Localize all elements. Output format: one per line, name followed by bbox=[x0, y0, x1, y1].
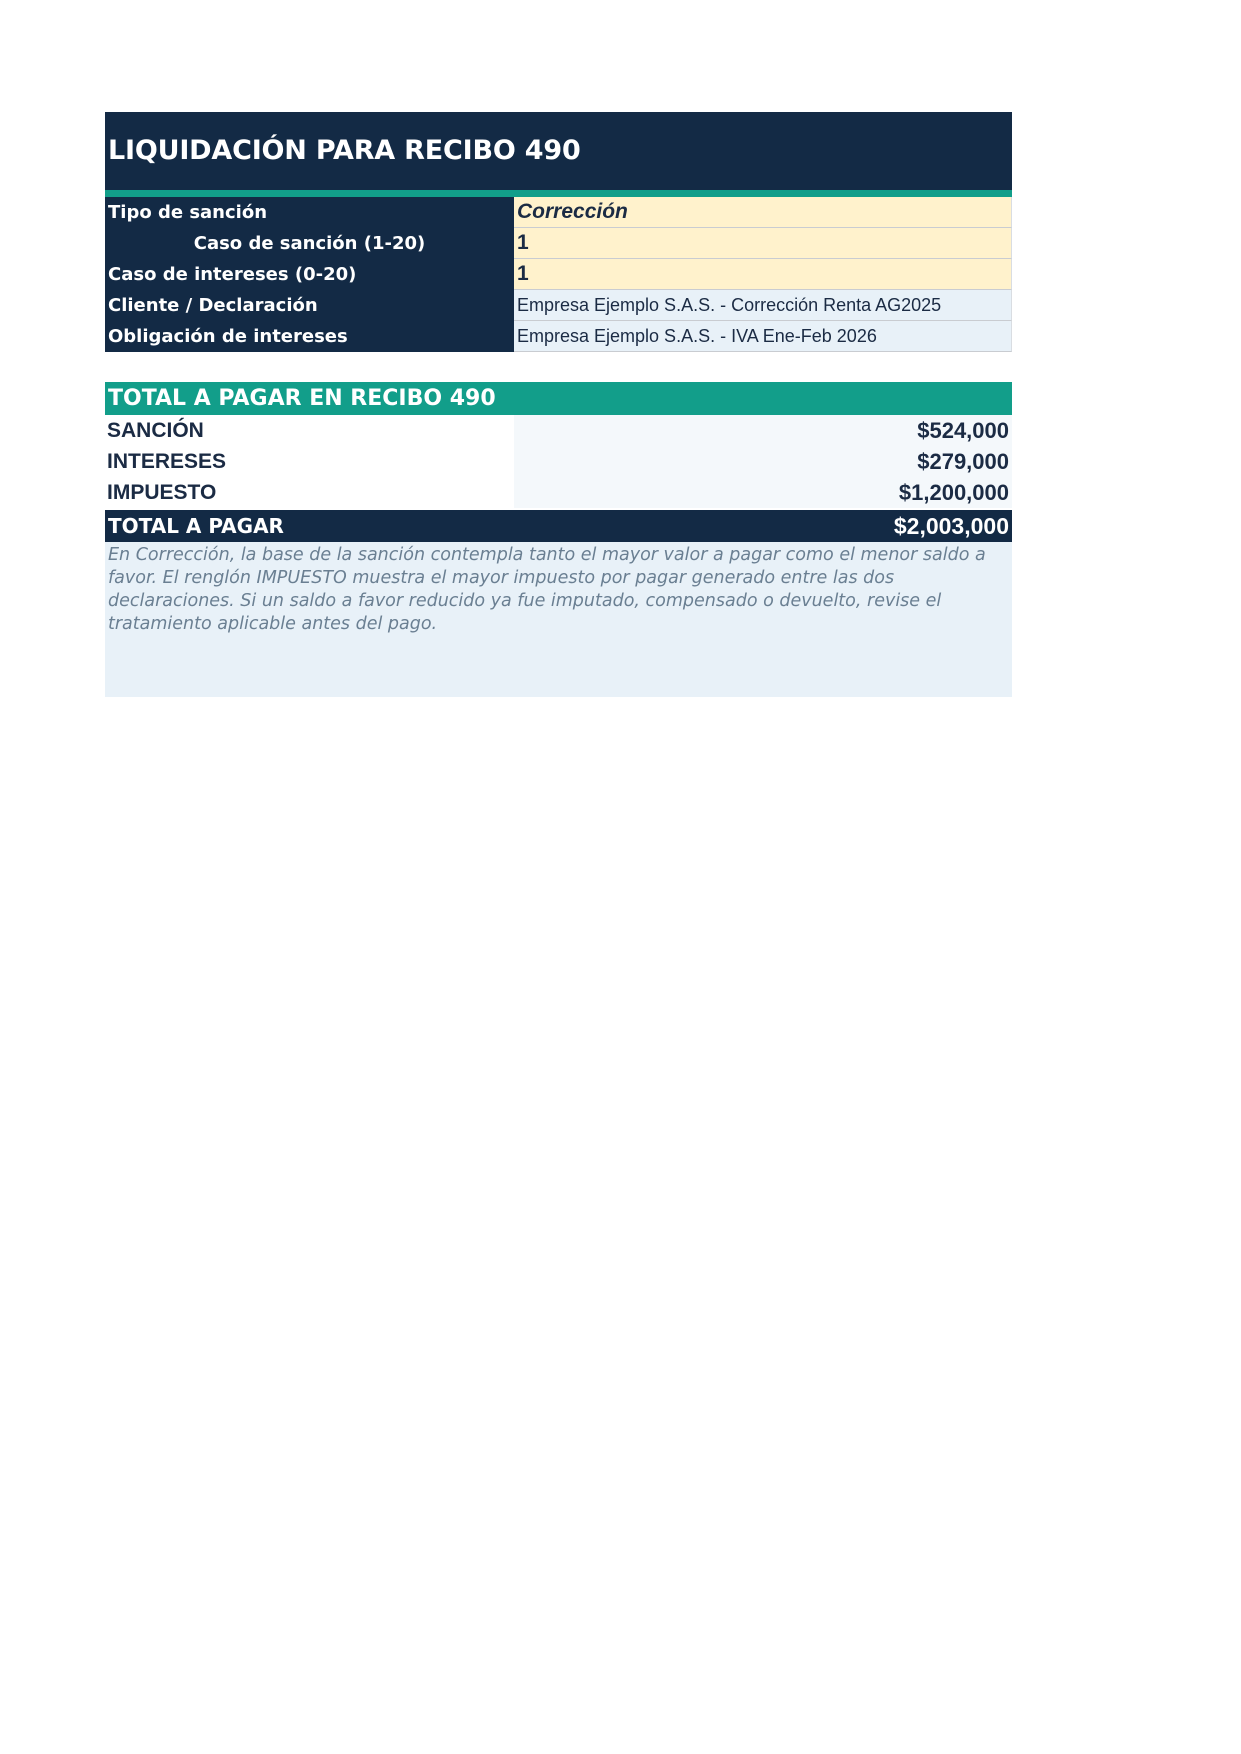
summary-amount: $1,200,000 bbox=[514, 477, 1012, 508]
sanction-type-input[interactable]: Corrección bbox=[514, 197, 1012, 228]
param-row-interest-case bbox=[105, 259, 1012, 290]
title-accent-divider bbox=[105, 190, 1012, 197]
interest-case-input[interactable]: 1 bbox=[514, 259, 1012, 290]
param-label: Caso de intereses (0-20) bbox=[105, 259, 514, 290]
param-row-sanction-case bbox=[105, 228, 1012, 259]
explanatory-note: En Corrección, la base de la sanción contempla tanto el mayor valor a pagar como el menor saldo a favor. El renglón IMPUESTO muestra el mayor impuesto por pagar generado entre las dos declaraciones. Si un saldo a favor reducido ya fue imputado, compensado o devuelto, revise el tratamiento aplicable antes del pago. bbox=[105, 542, 1012, 697]
param-row-sanction-type bbox=[105, 197, 1012, 228]
summary-heading: TOTAL A PAGAR EN RECIBO 490 bbox=[105, 382, 1012, 415]
param-label: Caso de sanción (1-20) bbox=[105, 228, 514, 259]
summary-amount: $279,000 bbox=[514, 446, 1012, 477]
summary-row-interest bbox=[105, 446, 1012, 477]
summary-label: INTERESES bbox=[105, 446, 514, 477]
summary-label: IMPUESTO bbox=[105, 477, 514, 508]
total-row bbox=[105, 510, 1012, 542]
section-spacer bbox=[105, 352, 1012, 382]
liquidation-sheet bbox=[105, 112, 1012, 697]
param-row-interest-obligation bbox=[105, 321, 1012, 352]
sanction-case-input[interactable]: 1 bbox=[514, 228, 1012, 259]
summary-label: SANCIÓN bbox=[105, 415, 514, 446]
total-amount: $2,003,000 bbox=[893, 513, 1009, 539]
total-label: TOTAL A PAGAR bbox=[108, 514, 284, 538]
param-label: Tipo de sanción bbox=[105, 197, 514, 228]
interest-obligation-value: Empresa Ejemplo S.A.S. - IVA Ene-Feb 2026 bbox=[514, 321, 1012, 352]
param-label: Cliente / Declaración bbox=[105, 290, 514, 321]
client-declaration-value: Empresa Ejemplo S.A.S. - Corrección Renta AG2025 bbox=[514, 290, 1012, 321]
param-label: Obligación de intereses bbox=[105, 321, 514, 352]
summary-amount: $524,000 bbox=[514, 415, 1012, 446]
sheet-title: LIQUIDACIÓN PARA RECIBO 490 bbox=[105, 112, 1012, 190]
summary-row-tax bbox=[105, 477, 1012, 508]
param-row-client bbox=[105, 290, 1012, 321]
summary-row-sanction bbox=[105, 415, 1012, 446]
